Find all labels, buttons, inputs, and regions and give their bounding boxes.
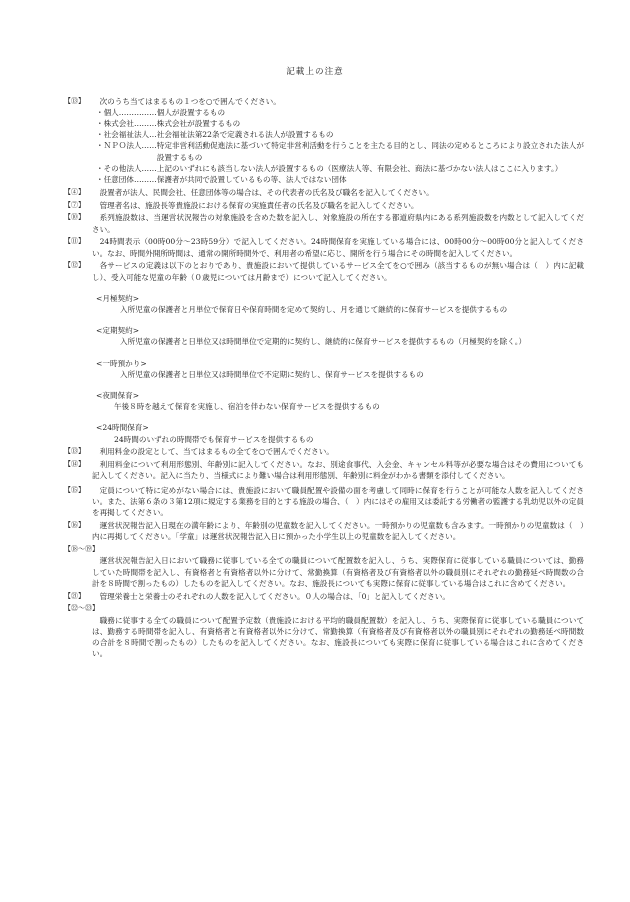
note-section-3 <box>64 96 584 186</box>
service-text: 24時間のいずれの時間帯でも保育サービスを提供するもの <box>114 434 314 444</box>
section-label: 【⑦】 <box>64 200 85 209</box>
section-label: 【⑱〜⑲】 <box>64 545 99 554</box>
section-label: 【⑭】 <box>64 460 85 469</box>
note-section-13 <box>64 446 584 457</box>
item-head: ・株式会社……… <box>96 119 157 128</box>
service-text: 入所児童の保護者と月単位で保育日や保育時間を定めて契約し、月を通じて継続的に保育サービスを提供するもの <box>120 305 508 315</box>
item-head: ・任意団体……… <box>96 175 157 185</box>
item-text: 特定非営利活動促進法に基づいて特定非営利活動を行うことを主たる目的とし、同法の定めるところにより設立された法人が設置するもの <box>156 141 584 162</box>
service-heading: <定期契約> <box>96 326 140 336</box>
section-text: 管理栄養士と栄養士のそれぞれの人数を記入してください。０人の場合は、「0」と記入してください。 <box>99 591 450 601</box>
section-label: 【④】 <box>64 187 85 196</box>
service-definition <box>92 422 584 444</box>
note-section-10 <box>64 212 584 234</box>
note-section-18 <box>64 544 584 589</box>
item-text: 個人が設置するもの <box>156 107 226 117</box>
service-text: 入所児童の保護者と日単位又は時間単位で不定期に契約し、保育サービスを提供するもの <box>120 369 424 379</box>
section-label: 【⑬】 <box>64 447 85 456</box>
section-label: 【⑮】 <box>64 486 85 495</box>
service-definition <box>92 293 584 315</box>
section-text: 利用料金について利用形態別、年齢別に記入してください。なお、別途食事代、入会金、キャンセル料等が必要な場合はその費用についても記入してください。記入に当たり、当様式により難い場合は利用形態別、年齢別に料金がわかる書類を添付してください。 <box>92 460 584 481</box>
item-text: 上記のいずれにも該当しない法人が設置するもの（医療法人等、有限会社、商法に基づかない法人はここに入ります。） <box>156 163 563 173</box>
item-head: ・ＮＰＯ法人…… <box>96 141 157 151</box>
list-item <box>92 163 584 174</box>
service-definition <box>92 325 584 347</box>
section-label: 【⑪】 <box>64 237 85 246</box>
note-section-22 <box>64 603 584 659</box>
note-section-14 <box>64 459 584 481</box>
service-text: 午後８時を越えて保育を実施し、宿泊を伴わない保育サービスを提供するもの <box>114 402 380 412</box>
section-text: 24時間表示（00時00分〜23時59分）で記入してください。24時間保育を実施している場合には、00時00分〜00時00分と記入してください。なお、時間外開所時間は、通常の開所時間外で、利用者の希望に応じ、開所を行う場合にその時間を記入してください。 <box>92 237 584 258</box>
note-section-21 <box>64 591 584 602</box>
section-text: 次のうち当てはまるもの１つを○で囲んでください。 <box>99 96 281 106</box>
section-label: 【⑫】 <box>64 261 85 270</box>
item-text: 社会福祉法第22条で定義される法人が設置するもの <box>156 130 334 140</box>
service-heading: <月極契約> <box>96 293 140 303</box>
list-item <box>92 129 584 140</box>
notes-content <box>64 94 584 659</box>
note-section-16 <box>64 520 584 542</box>
section-text: 定員について特に定めがない場合には、貴施設において職員配置や設備の面を考慮して同時に保育を行うことが可能な人数を記入してください。また、法第６条の３第12項に規定する業務を目的とする施設の場合、（ ）内にはその雇用又は委託する労働者の監護する乳幼児以外の定員を再掲してください。 <box>92 486 584 518</box>
service-heading: <24時間保育> <box>96 423 149 433</box>
list-item <box>92 174 584 185</box>
section-text: 各サービスの定義は以下のとおりであり、貴施設において提供しているサービス全てを○で囲み（該当するものが無い場合は（ ）内に記載し）、受入可能な児童の年齢（０歳児については月齢まで）について記入してください。 <box>92 261 584 282</box>
service-heading: <夜間保育> <box>96 391 140 401</box>
note-section-7 <box>64 200 584 211</box>
section-text: 利用料金の設定として、当てはまるもの全てを○で囲んでください。 <box>99 447 334 457</box>
list-item <box>92 107 584 118</box>
item-head: ・その他法人…… <box>96 163 157 173</box>
section-text: 設置者が法人、民間会社、任意団体等の場合は、その代表者の氏名及び職名を記入してください。 <box>99 187 434 197</box>
page-title: 記載上の注意 <box>286 67 344 77</box>
section-label: 【⑬】 <box>64 96 85 105</box>
service-heading: <一時預かり> <box>96 358 147 368</box>
list-item <box>92 140 584 162</box>
section-text: 運営状況報告記入日現在の満年齢により、年齢別の児童数を記入してください。一時預かりの児童数も含みます。一時預かりの児童数は（ ）内に再掲してください。「学童」は運営状況報告記入日に預かった小学生以上の児童数を記入してください。 <box>92 521 584 542</box>
section-text: 職務に従事する全ての職員について配置予定数（貴施設における平均的職員配置数）を記入し、うち、実際保育に従事している職員については、勤務する時間帯を記入し、有資格者と有資格者以外に分けて、常勤換算（有資格者及び有資格者以外の職員別にそれぞれの勤務延べ時間数の合計を８時間で割ったもの）したものを記入してください。なお、施設長についても実際に保育に従事している場合はこれに含めてください。 <box>92 615 584 659</box>
section-label: 【⑯】 <box>64 521 85 530</box>
section-text: 系列施設数は、当運営状況報告の対象施設を含めた数を記入し、対象施設の所在する都道府県内にある系列施設数を内数として記入してください。 <box>92 213 584 234</box>
service-definition <box>92 390 584 412</box>
section-label: 【㉒〜㉓】 <box>64 604 99 613</box>
section-text: 運営状況報告記入日において職務に従事している全ての職員について配置数を記入し、うち、実際保育に従事している職員については、勤務していた時間帯を記入し、有資格者と有資格者以外に分けて、常勤換算（有資格者及び有資格者以外の職員別にそれぞれの勤務延べ時間数の合計を８時間で割ったもの）したものを記入してください。なお、施設長についても実際に保育に従事している場合はこれに含めてください。 <box>92 556 584 588</box>
note-section-4 <box>64 187 584 198</box>
service-text: 入所児童の保護者と日単位又は時間単位で定期的に契約し、継続的に保育サービスを提供するもの（月極契約を除く。） <box>120 337 527 347</box>
item-text: 株式会社が設置するもの <box>156 119 241 128</box>
note-section-11 <box>64 236 584 258</box>
section-label: 【⑩】 <box>64 213 85 222</box>
item-text: 保護者が共同で設置しているもの等、法人ではない団体 <box>156 175 347 185</box>
section-label: 【㉑】 <box>64 591 85 600</box>
section-text: 管理者名は、施設長等貴施設における保育の実施責任者の氏名及び職名を記入してください。 <box>99 200 419 210</box>
item-head: ・個人…………… <box>96 107 157 117</box>
note-section-12 <box>64 260 584 444</box>
item-head: ・社会福祉法人… <box>96 130 157 140</box>
service-definition <box>92 358 584 380</box>
list-item <box>92 118 584 129</box>
note-section-15 <box>64 485 584 519</box>
